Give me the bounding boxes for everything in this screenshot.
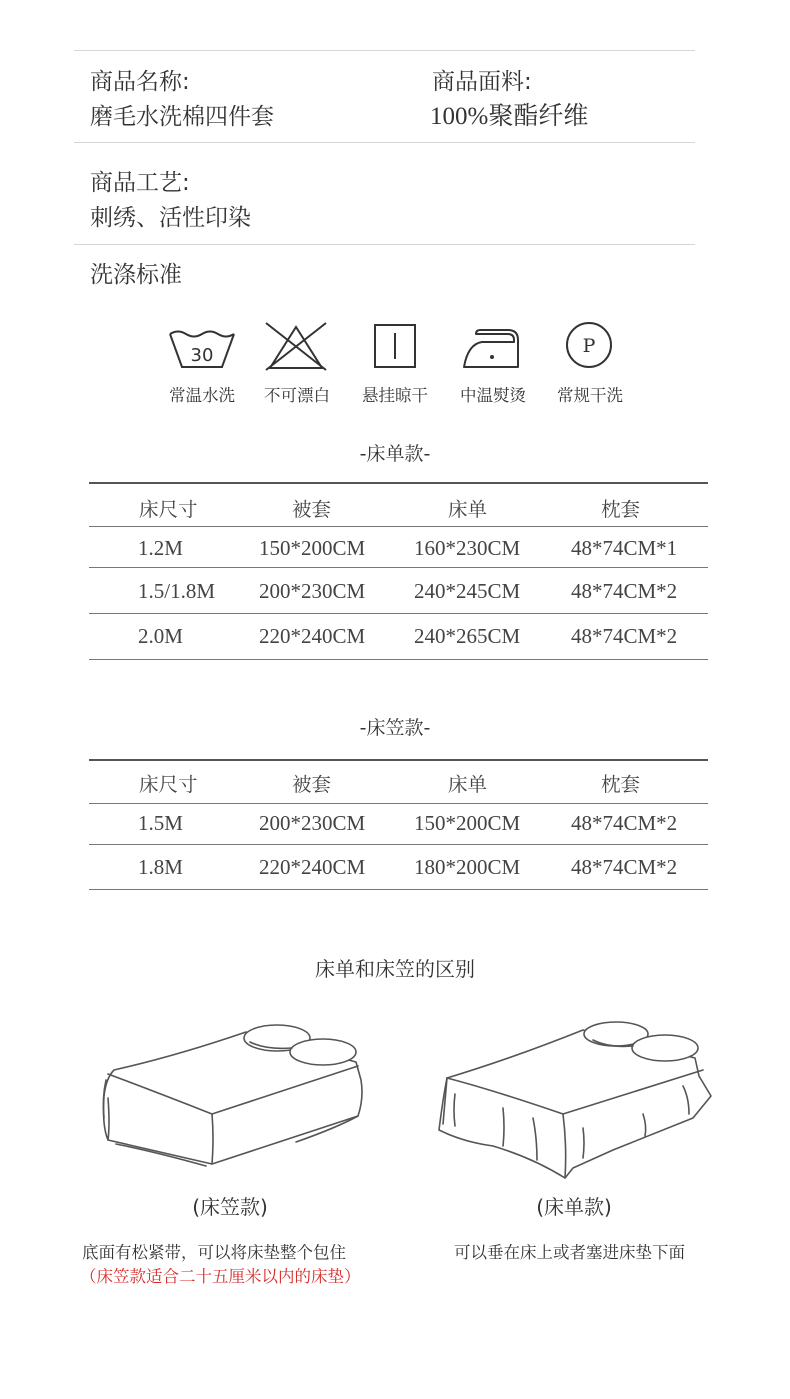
header-pillowcase: 枕套 (601, 498, 641, 521)
product-name-value: 磨毛水洗棉四件套 (90, 104, 274, 130)
row-divider (89, 659, 708, 660)
cell-duvet: 220*240CM (259, 624, 366, 648)
divider (74, 244, 695, 245)
cell-pillowcase: 48*74CM*2 (571, 579, 678, 603)
table-border (89, 759, 708, 761)
cell-size: 1.2M (138, 536, 183, 560)
no-bleach-icon (256, 320, 336, 372)
fitted-sheet-caption: (床笠款) (192, 1195, 268, 1219)
flat-sheet-table (89, 482, 708, 662)
cell-size: 2.0M (138, 624, 183, 648)
care-label-bleach: 不可漂白 (264, 386, 330, 405)
cell-pillowcase: 48*74CM*1 (571, 536, 678, 560)
flat-sheet-note: 可以垂在床上或者塞进床垫下面 (454, 1243, 685, 1262)
row-divider (89, 567, 708, 568)
care-label-wash: 常温水洗 (169, 386, 235, 405)
cell-sheet: 240*245CM (414, 579, 521, 603)
row-divider (89, 844, 708, 845)
row-divider (89, 613, 708, 614)
cell-duvet: 150*200CM (259, 536, 366, 560)
header-duvet: 被套 (292, 498, 332, 521)
header-bed-size: 床尺寸 (139, 498, 198, 521)
care-label-dryclean: 常规干洗 (557, 386, 623, 405)
fabric-value: 100%聚酯纤维 (430, 103, 589, 130)
cell-pillowcase: 48*74CM*2 (571, 855, 678, 879)
flat-sheet-title: -床单款- (359, 443, 431, 465)
fitted-sheet-note-highlight: （床笠款适合二十五厘米以内的床垫） (80, 1267, 361, 1286)
cell-duvet: 200*230CM (259, 579, 366, 603)
table-border (89, 482, 708, 484)
flat-sheet-bed-illustration (433, 1018, 713, 1183)
cell-sheet: 240*265CM (414, 624, 521, 648)
care-label-iron: 中温熨烫 (460, 386, 526, 405)
difference-title: 床单和床笠的区别 (315, 957, 475, 981)
fitted-sheet-bed-illustration (96, 1018, 368, 1168)
cell-sheet: 180*200CM (414, 855, 521, 879)
care-label-dry: 悬挂晾干 (362, 386, 428, 405)
cell-size: 1.5M (138, 811, 183, 835)
craft-value: 刺绣、活性印染 (90, 205, 251, 231)
iron-medium-icon (452, 320, 532, 372)
header-pillowcase: 枕套 (601, 773, 641, 796)
row-divider (89, 803, 708, 804)
wash-standard-label: 洗涤标准 (90, 262, 182, 288)
cell-sheet: 150*200CM (414, 811, 521, 835)
fitted-sheet-note: 底面有松紧带，可以将床垫整个包住 (82, 1243, 346, 1262)
fitted-sheet-title: -床笠款- (359, 717, 431, 739)
cell-sheet: 160*230CM (414, 536, 521, 560)
svg-text:P: P (582, 335, 596, 357)
fitted-sheet-table (89, 759, 708, 894)
cell-duvet: 200*230CM (259, 811, 366, 835)
hand-wash-30-icon (162, 320, 242, 372)
line-dry-icon (355, 320, 435, 372)
header-sheet: 床单 (448, 773, 488, 796)
cell-size: 1.8M (138, 855, 183, 879)
header-duvet: 被套 (292, 773, 332, 796)
divider (74, 50, 695, 51)
cell-duvet: 220*240CM (259, 855, 366, 879)
flat-sheet-caption: (床单款) (536, 1195, 612, 1219)
header-bed-size: 床尺寸 (139, 773, 198, 796)
cell-pillowcase: 48*74CM*2 (571, 624, 678, 648)
row-divider (89, 526, 708, 527)
cell-size: 1.5/1.8M (138, 579, 216, 603)
divider (74, 142, 695, 143)
row-divider (89, 889, 708, 890)
fabric-label: 商品面料: (432, 69, 532, 95)
svg-text:30: 30 (190, 345, 214, 366)
craft-label: 商品工艺: (90, 170, 190, 196)
cell-pillowcase: 48*74CM*2 (571, 811, 678, 835)
header-sheet: 床单 (448, 498, 488, 521)
dry-clean-p-icon (549, 320, 629, 372)
product-name-label: 商品名称: (90, 69, 190, 95)
